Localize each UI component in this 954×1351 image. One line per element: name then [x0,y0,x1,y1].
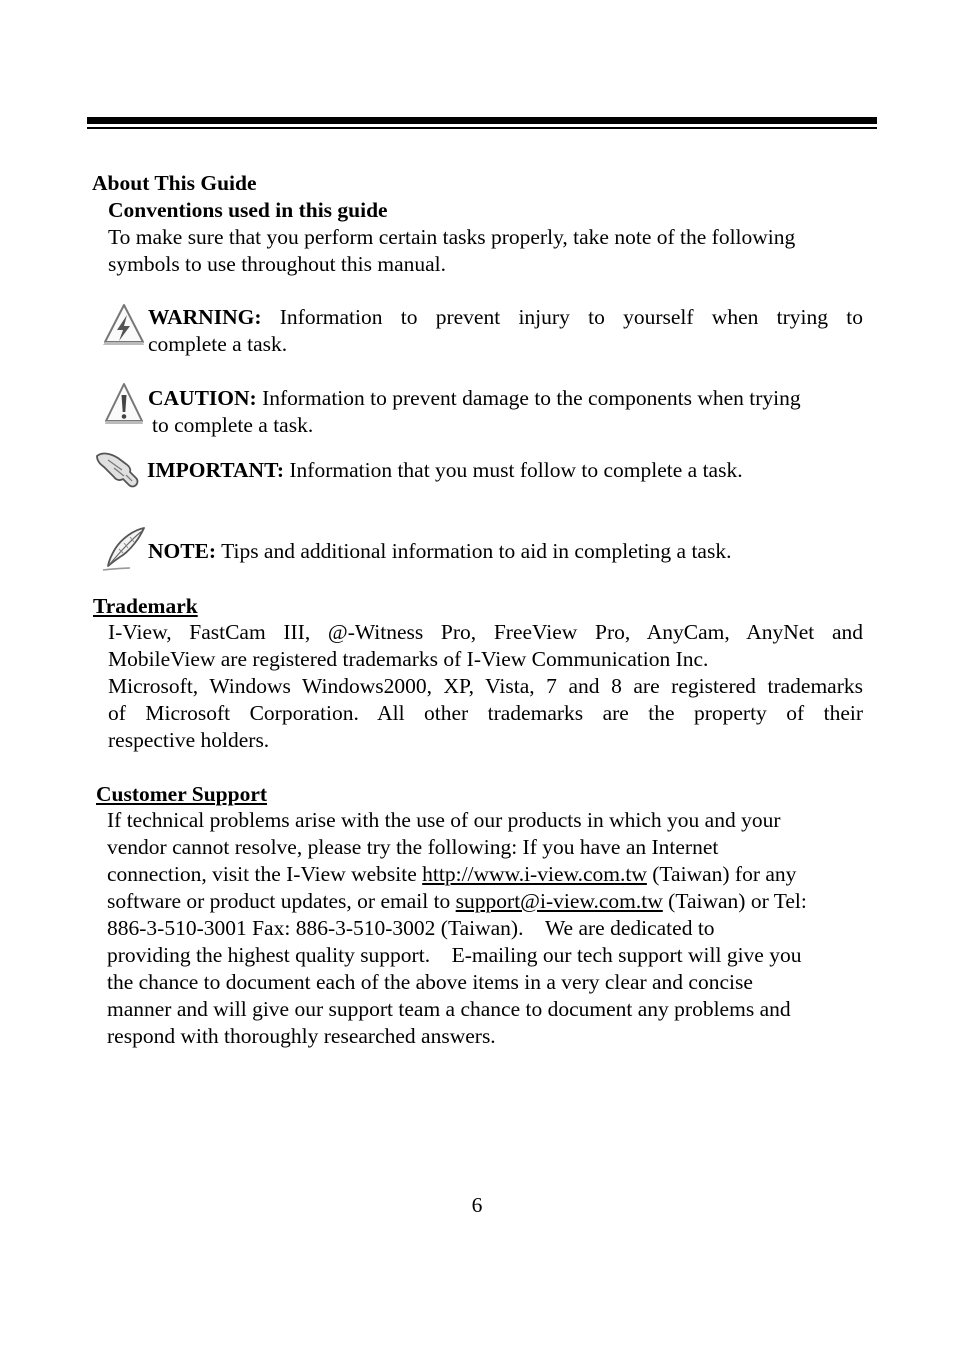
important-notice [147,457,743,484]
support-line: respond with thoroughly researched answers. [107,1024,496,1048]
pointing-hand-icon [94,448,144,490]
trademark-line: respective holders. [108,728,270,752]
caution-text: Information to prevent damage to the components when trying [262,386,801,410]
trademark-line: Microsoft, Windows Windows2000, XP, Vista, 7 and 8 are registered trademarks [108,674,863,698]
warning-label: WARNING: [148,305,262,329]
trademark-line: I-View, FastCam III, @-Witness Pro, FreeView Pro, AnyCam, AnyNet and [108,620,863,644]
trademark-paragraph [108,619,863,754]
note-notice [148,538,731,565]
intro-line: symbols to use throughout this manual. [108,252,447,276]
header-rule-thick [87,117,877,124]
support-line: software or product updates, or email to [107,889,456,913]
support-paragraph [107,807,807,1050]
note-label: NOTE: [148,539,217,563]
warning-text-cont: complete a task. [148,332,288,356]
support-line: 886-3-510-3001 Fax: 886-3-510-3002 (Taiwan). We are dedicated to [107,916,715,940]
section-title: About This Guide [92,171,257,195]
intro-paragraph [108,224,795,278]
support-title: Customer Support [96,782,268,806]
important-text: Information that you must follow to complete a task. [289,458,743,482]
support-line: If technical problems arise with the use of our products in which you and your [107,808,781,832]
subsection-title: Conventions used in this guide [108,198,388,222]
support-line: the chance to document each of the above items in a very clear and concise [107,970,753,994]
support-line: (Taiwan) or Tel: [662,889,807,913]
lightning-warning-icon [100,302,146,348]
support-line: manner and will give our support team a chance to document any problems and [107,997,791,1021]
trademark-title: Trademark [93,594,198,618]
important-label: IMPORTANT: [147,458,284,482]
page-number: 6 [471,1193,483,1217]
header-rule-thin [87,127,877,129]
warning-text: Information to prevent injury to yourself when trying to [279,305,863,329]
email-link[interactable]: support@i-view.com.tw [455,889,663,913]
support-line: connection, visit the I-View website [107,862,423,886]
support-line: vendor cannot resolve, please try the following: If you have an Internet [107,835,719,859]
trademark-line: of Microsoft Corporation. All other trademarks are the property of their [108,701,863,725]
note-text: Tips and additional information to aid in completing a task. [221,539,732,563]
caution-label: CAUTION: [148,386,257,410]
exclamation-caution-icon [102,381,146,427]
support-line: providing the highest quality support. E-mailing our tech support will give you [107,943,802,967]
caution-notice [148,385,801,439]
trademark-line: MobileView are registered trademarks of I-View Communication Inc. [108,647,709,671]
intro-line: To make sure that you perform certain tasks properly, take note of the following [108,225,796,249]
warning-notice [148,304,863,358]
caution-text-cont: to complete a task. [152,413,314,437]
support-line: (Taiwan) for any [646,862,797,886]
website-link[interactable]: http://www.i-view.com.tw [422,862,647,886]
quill-pen-icon [100,525,148,573]
